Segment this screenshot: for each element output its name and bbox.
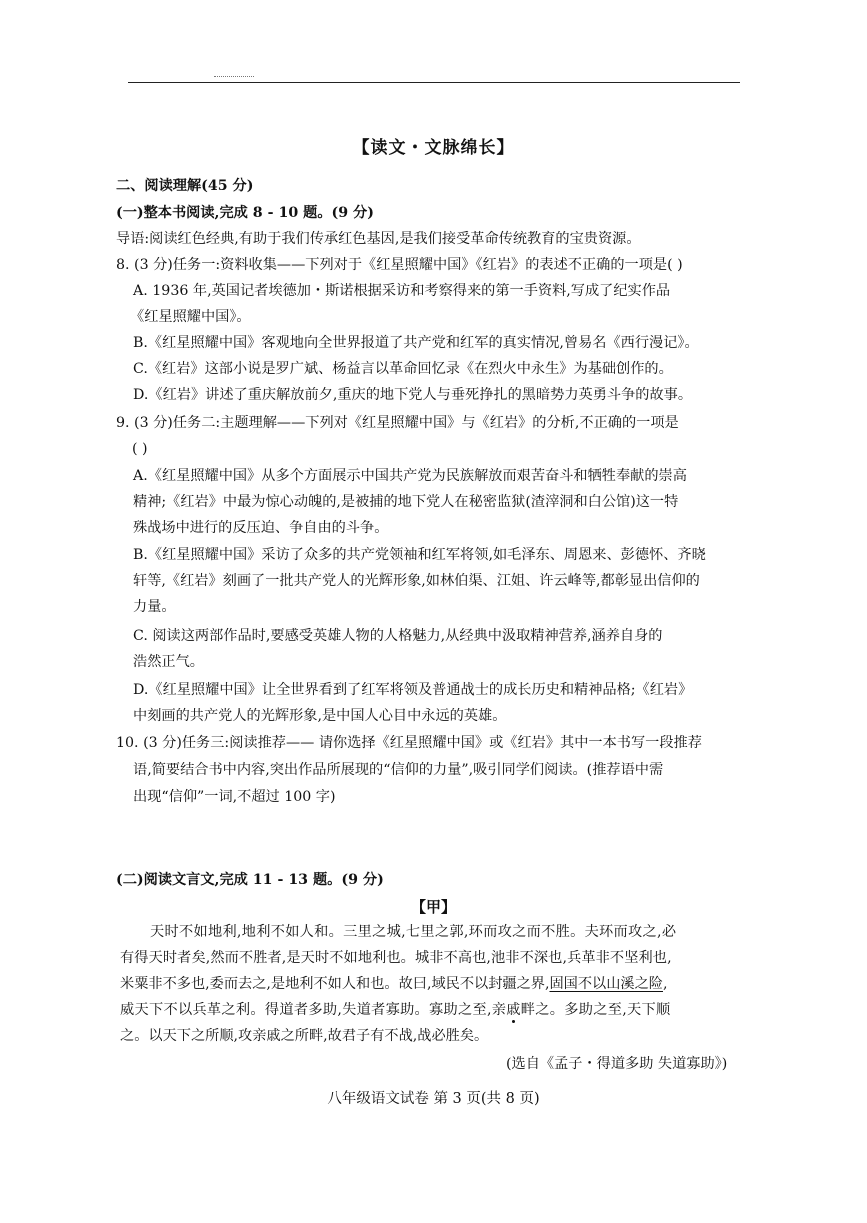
passage-line-3-text: 米粟非不多也,委而去之,是地利不如人和也。故曰,域民不以封疆之界, bbox=[120, 976, 550, 992]
q8-option-c: C.《红岩》这部小说是罗广斌、杨益言以革命回忆录《在烈火中永生》为基础创作的。 bbox=[133, 361, 673, 377]
q9-option-d: D.《红星照耀中国》让全世界看到了红军将领及普通战士的成长历史和精神品格;《红岩》 bbox=[133, 682, 693, 698]
q8-option-d: D.《红岩》讲述了重庆解放前夕,重庆的地下党人与垂死挣扎的黑暗势力英勇斗争的故事。 bbox=[133, 387, 693, 403]
q9-option-b-cont1: 轩等,《红岩》刻画了一批共产党人的光辉形象,如林伯渠、江姐、许云峰等,都彰显出信仰的 bbox=[133, 573, 700, 589]
q9-option-c: C. 阅读这两部作品时,要感受英雄人物的人格魅力,从经典中汲取精神营养,涵养自身的 bbox=[133, 628, 663, 644]
q8-stem: 8. (3 分)任务一:资料收集——下列对于《红星照耀中国》《红岩》的表述不正确的一项是( ) bbox=[116, 257, 683, 273]
q9-option-d-cont: 中刻画的共产党人的光辉形象,是中国人心目中永远的英雄。 bbox=[133, 708, 507, 724]
passage-line-4-text-end: 畔之。多助之至,天下顺 bbox=[520, 1002, 671, 1018]
sub1-heading: (一)整本书阅读,完成 8 - 10 题。(9 分) bbox=[116, 205, 374, 221]
q10-stem-cont2: 出现“信仰”一词,不超过 100 字) bbox=[133, 789, 336, 805]
header-mark bbox=[214, 76, 254, 80]
q9-stem: 9. (3 分)任务二:主题理解——下列对《红星照耀中国》与《红岩》的分析,不正确的一项是 bbox=[116, 415, 679, 431]
section-title: 【读文・文脉绵长】 bbox=[352, 138, 515, 158]
passage-line-4-text: 威天下不以兵革之利。得道者多助,失道者寡助。寡助之至,亲 bbox=[120, 1002, 507, 1018]
q9-stem-blank: ( ) bbox=[132, 441, 148, 457]
passage-source: (选自《孟子・得道多助 失道寡助》) bbox=[506, 1056, 728, 1072]
underlined-phrase: 固国不以山溪之险 bbox=[549, 976, 663, 992]
q9-option-a: A.《红星照耀中国》从多个方面展示中国共产党为民族解放而艰苦奋斗和牺牲奉献的崇高 bbox=[133, 468, 687, 484]
q9-option-b: B.《红星照耀中国》采访了众多的共产党领袖和红军将领,如毛泽东、周恩来、彭德怀、齐晓 bbox=[133, 547, 706, 563]
dotted-character: 戚 bbox=[506, 1002, 521, 1018]
header-rule bbox=[128, 82, 740, 83]
passage-line-3 bbox=[120, 974, 668, 994]
q8-option-b: B.《红星照耀中国》客观地向全世界报道了共产党和红军的真实情况,曾易名《西行漫记》。 bbox=[133, 335, 699, 351]
intro-text: 导语:阅读红色经典,有助于我们传承红色基因,是我们接受革命传统教育的宝贵资源。 bbox=[116, 231, 641, 247]
q9-option-a-cont2: 殊战场中进行的反压迫、争自由的斗争。 bbox=[133, 520, 389, 536]
q10-stem-cont1: 语,简要结合书中内容,突出作品所展现的“信仰的力量”,吸引同学们阅读。(推荐语中需 bbox=[133, 762, 664, 778]
q8-option-a-cont: 《红星照耀中国》。 bbox=[130, 309, 251, 325]
passage-line-4 bbox=[120, 1000, 670, 1020]
passage-line-5: 之。以天下之所顺,攻亲戚之所畔,故君子有不战,战必胜矣。 bbox=[120, 1028, 489, 1044]
part-heading: 二、阅读理解(45 分) bbox=[116, 178, 254, 194]
q8-option-a: A. 1936 年,英国记者埃德加・斯诺根据采访和考察得来的第一手资料,写成了纪实作品 bbox=[133, 283, 671, 299]
passage-title: 【甲】 bbox=[410, 898, 456, 916]
passage-line-3-comma: , bbox=[663, 976, 668, 992]
q9-option-b-cont2: 力量。 bbox=[133, 599, 176, 615]
passage-line-1: 天时不如地利,地利不如人和。三里之城,七里之郭,环而攻之而不胜。夫环而攻之,必 bbox=[150, 924, 677, 940]
page-footer: 八年级语文试卷 第 3 页(共 8 页) bbox=[327, 1091, 540, 1107]
q9-option-a-cont1: 精神;《红岩》中最为惊心动魄的,是被捕的地下党人在秘密监狱(渣滓洞和白公馆)这一特 bbox=[133, 494, 679, 510]
passage-line-2: 有得天时者矣,然而不胜者,是天时不如地利也。城非不高也,池非不深也,兵革非不坚利也, bbox=[120, 950, 672, 966]
sub2-heading: (二)阅读文言文,完成 11 - 13 题。(9 分) bbox=[116, 872, 384, 888]
q9-option-c-cont: 浩然正气。 bbox=[133, 654, 204, 670]
q10-stem: 10. (3 分)任务三:阅读推荐—— 请你选择《红星照耀中国》或《红岩》其中一本书写一段推荐 bbox=[116, 735, 702, 751]
